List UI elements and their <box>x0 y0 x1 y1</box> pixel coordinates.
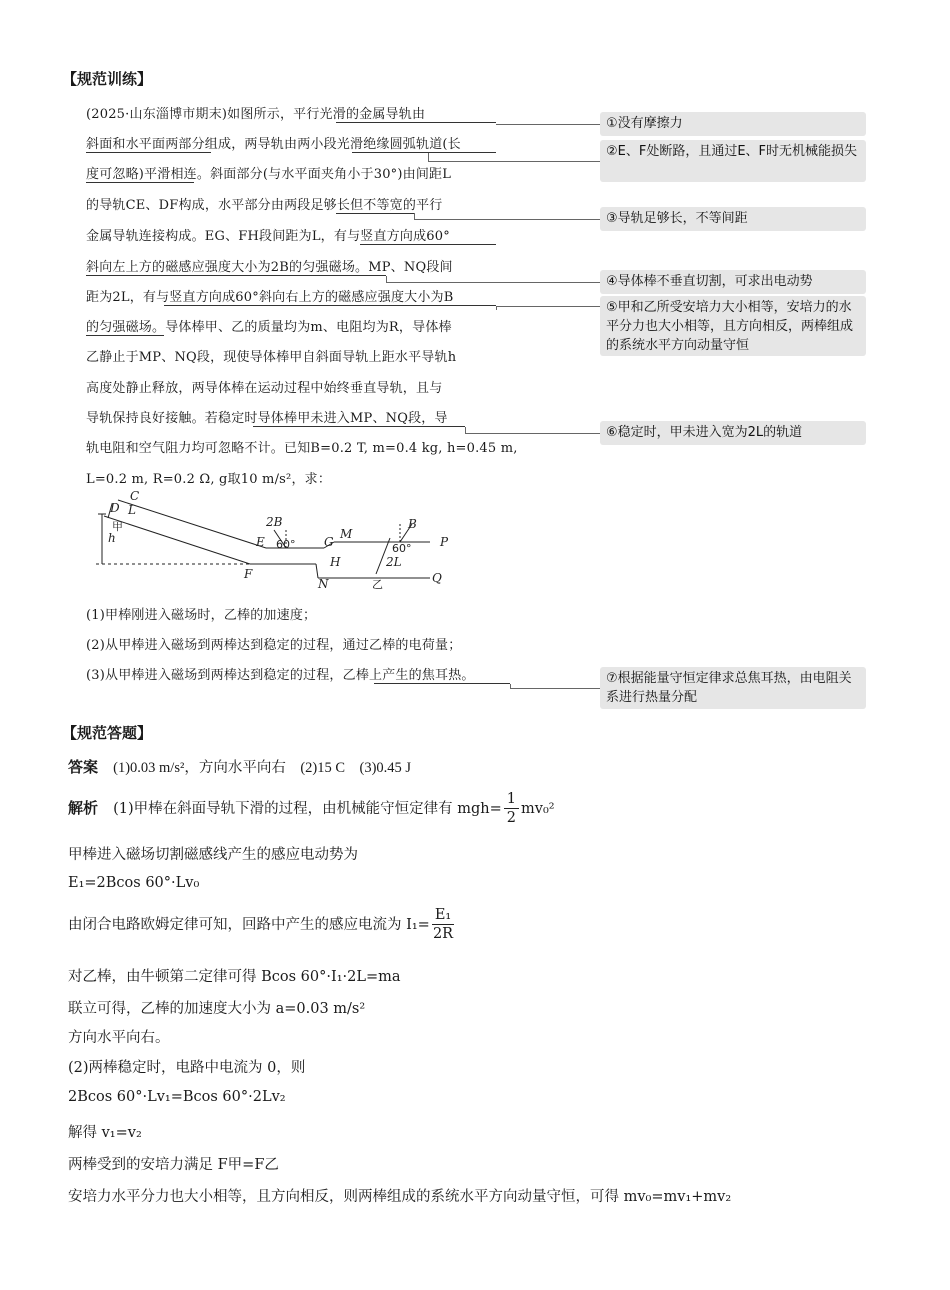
answer-label: 答案 <box>68 758 99 776</box>
analysis-line-7: 方向水平向右。 <box>68 1030 170 1046</box>
label-H: H <box>330 555 341 569</box>
analysis-line-3: E₁=2Bcos 60°·Lv₀ <box>68 875 200 891</box>
note-5: ⑤甲和乙所受安培力大小相等，安培力的水平分力也大小相等，且方向相反，两棒组成的系统水平方向动量守恒 <box>600 296 866 356</box>
analysis-label: 解析 <box>68 799 99 817</box>
problem-line-2: 斜面和水平面两部分组成，两导轨由两小段光滑绝缘圆弧轨道(长 <box>86 137 461 152</box>
fraction-half: $\frac{1}{2}$ <box>504 790 519 827</box>
answer-text: (1)0.03 m/s²，方向水平向右 (2)15 C (3)0.45 J <box>113 760 412 776</box>
label-Q: Q <box>432 571 442 585</box>
analysis-line-6: 联立可得，乙棒的加速度大小为 a=0.03 m/s² <box>68 1001 366 1017</box>
problem-line-5: 金属导轨连接构成。EG、FH段间距为L，有与竖直方向成60° <box>86 229 450 244</box>
problem-line-1: (2025·山东淄博市期末)如图所示，平行光滑的金属导轨由 <box>86 107 426 122</box>
problem-line-3: 度可忽略)平滑相连。斜面部分(与水平面夹角小于30°)由间距L <box>86 167 452 182</box>
note-6: ⑥稳定时，甲未进入宽为2L的轨道 <box>600 421 866 445</box>
problem-line-6: 斜向左上方的磁感应强度大小为2B的匀强磁场。MP、NQ段间 <box>86 260 453 275</box>
analysis-line-5: 对乙棒，由牛顿第二定律可得 Bcos 60°·I₁·2L=ma <box>68 969 401 985</box>
label-2B: 2B <box>266 515 283 529</box>
analysis-row-1 <box>68 790 555 827</box>
note-4: ④导体棒不垂直切割，可求出电动势 <box>600 270 866 294</box>
label-B: B <box>408 517 417 531</box>
label-h: h <box>108 531 116 545</box>
label-jia: 甲 <box>112 520 123 533</box>
analysis-line-1-tail: mv₀² <box>521 801 555 817</box>
note-3: ③导轨足够长，不等间距 <box>600 207 866 231</box>
problem-line-4: 的导轨CE、DF构成，水平部分由两段足够长但不等宽的平行 <box>86 198 443 213</box>
label-C: C <box>130 489 140 503</box>
question-3: (3)从甲棒进入磁场到两棒达到稳定的过程，乙棒上产生的焦耳热。 <box>86 668 475 683</box>
section-title-answer: 【规范答题】 <box>62 724 153 742</box>
label-F: F <box>244 567 253 581</box>
problem-line-8: 的匀强磁场。导体棒甲、乙的质量均为m、电阻均为R，导体棒 <box>86 320 452 335</box>
analysis-line-1: (1)甲棒在斜面导轨下滑的过程，由机械能守恒定律有 mgh= <box>113 801 502 817</box>
label-L: L <box>128 503 136 517</box>
label-D: D <box>110 501 120 515</box>
label-G: G <box>324 535 334 549</box>
problem-line-13: L=0.2 m, R=0.2 Ω, g取10 m/s²，求： <box>86 472 332 487</box>
fraction-e-over-2r: $\frac{\text{E₁}}{2R}$ <box>432 907 454 942</box>
problem-line-9: 乙静止于MP、NQ段，现使导体棒甲自斜面导轨上距水平导轨h <box>86 350 457 365</box>
question-1: (1)甲棒刚进入磁场时，乙棒的加速度； <box>86 608 317 623</box>
question-2: (2)从甲棒进入磁场到两棒达到稳定的过程，通过乙棒的电荷量； <box>86 638 462 653</box>
note-2: ②E、F处断路，且通过E、F时无机械能损失 <box>600 140 866 182</box>
label-P: P <box>440 535 449 549</box>
problem-line-12: 轨电阻和空气阻力均可忽略不计。已知B=0.2 T, m=0.4 kg, h=0.45 m, <box>86 441 518 456</box>
note-7: ⑦根据能量守恒定律求总焦耳热，由电阻关系进行热量分配 <box>600 667 866 709</box>
rail-diagram <box>90 488 460 590</box>
section-title-training: 【规范训练】 <box>62 70 153 88</box>
label-N: N <box>318 577 329 590</box>
analysis-line-11: 两棒受到的安培力满足 F甲=F乙 <box>68 1157 279 1173</box>
analysis-row-4 <box>68 906 456 943</box>
analysis-line-10: 解得 v₁=v₂ <box>68 1125 142 1141</box>
problem-line-7: 距为2L，有与竖直方向成60°斜向右上方的磁感应强度大小为B <box>86 290 454 305</box>
problem-line-10: 高度处静止释放，两导体棒在运动过程中始终垂直导轨，且与 <box>86 381 443 396</box>
analysis-line-12: 安培力水平分力也大小相等，且方向相反，则两棒组成的系统水平方向动量守恒，可得 mv₀=mv₁+mv₂ <box>68 1189 732 1205</box>
label-2L: 2L <box>386 555 402 569</box>
problem-line-11: 导轨保持良好接触。若稳定时导体棒甲未进入MP、NQ段，导 <box>86 411 448 426</box>
label-angle-2: 60° <box>392 542 412 555</box>
label-M: M <box>340 527 353 541</box>
label-E: E <box>256 535 265 549</box>
analysis-line-4: 由闭合电路欧姆定律可知，回路中产生的感应电流为 I₁= <box>68 917 430 933</box>
label-yi: 乙 <box>372 578 383 590</box>
note-1: ①没有摩擦力 <box>600 112 866 136</box>
analysis-line-2: 甲棒进入磁场切割磁感线产生的感应电动势为 <box>68 847 358 863</box>
analysis-line-8: (2)两棒稳定时，电路中电流为 0，则 <box>68 1060 306 1076</box>
label-angle-1: 60° <box>276 538 296 551</box>
answer-row <box>68 756 411 777</box>
analysis-line-9: 2Bcos 60°·Lv₁=Bcos 60°·2Lv₂ <box>68 1089 286 1105</box>
